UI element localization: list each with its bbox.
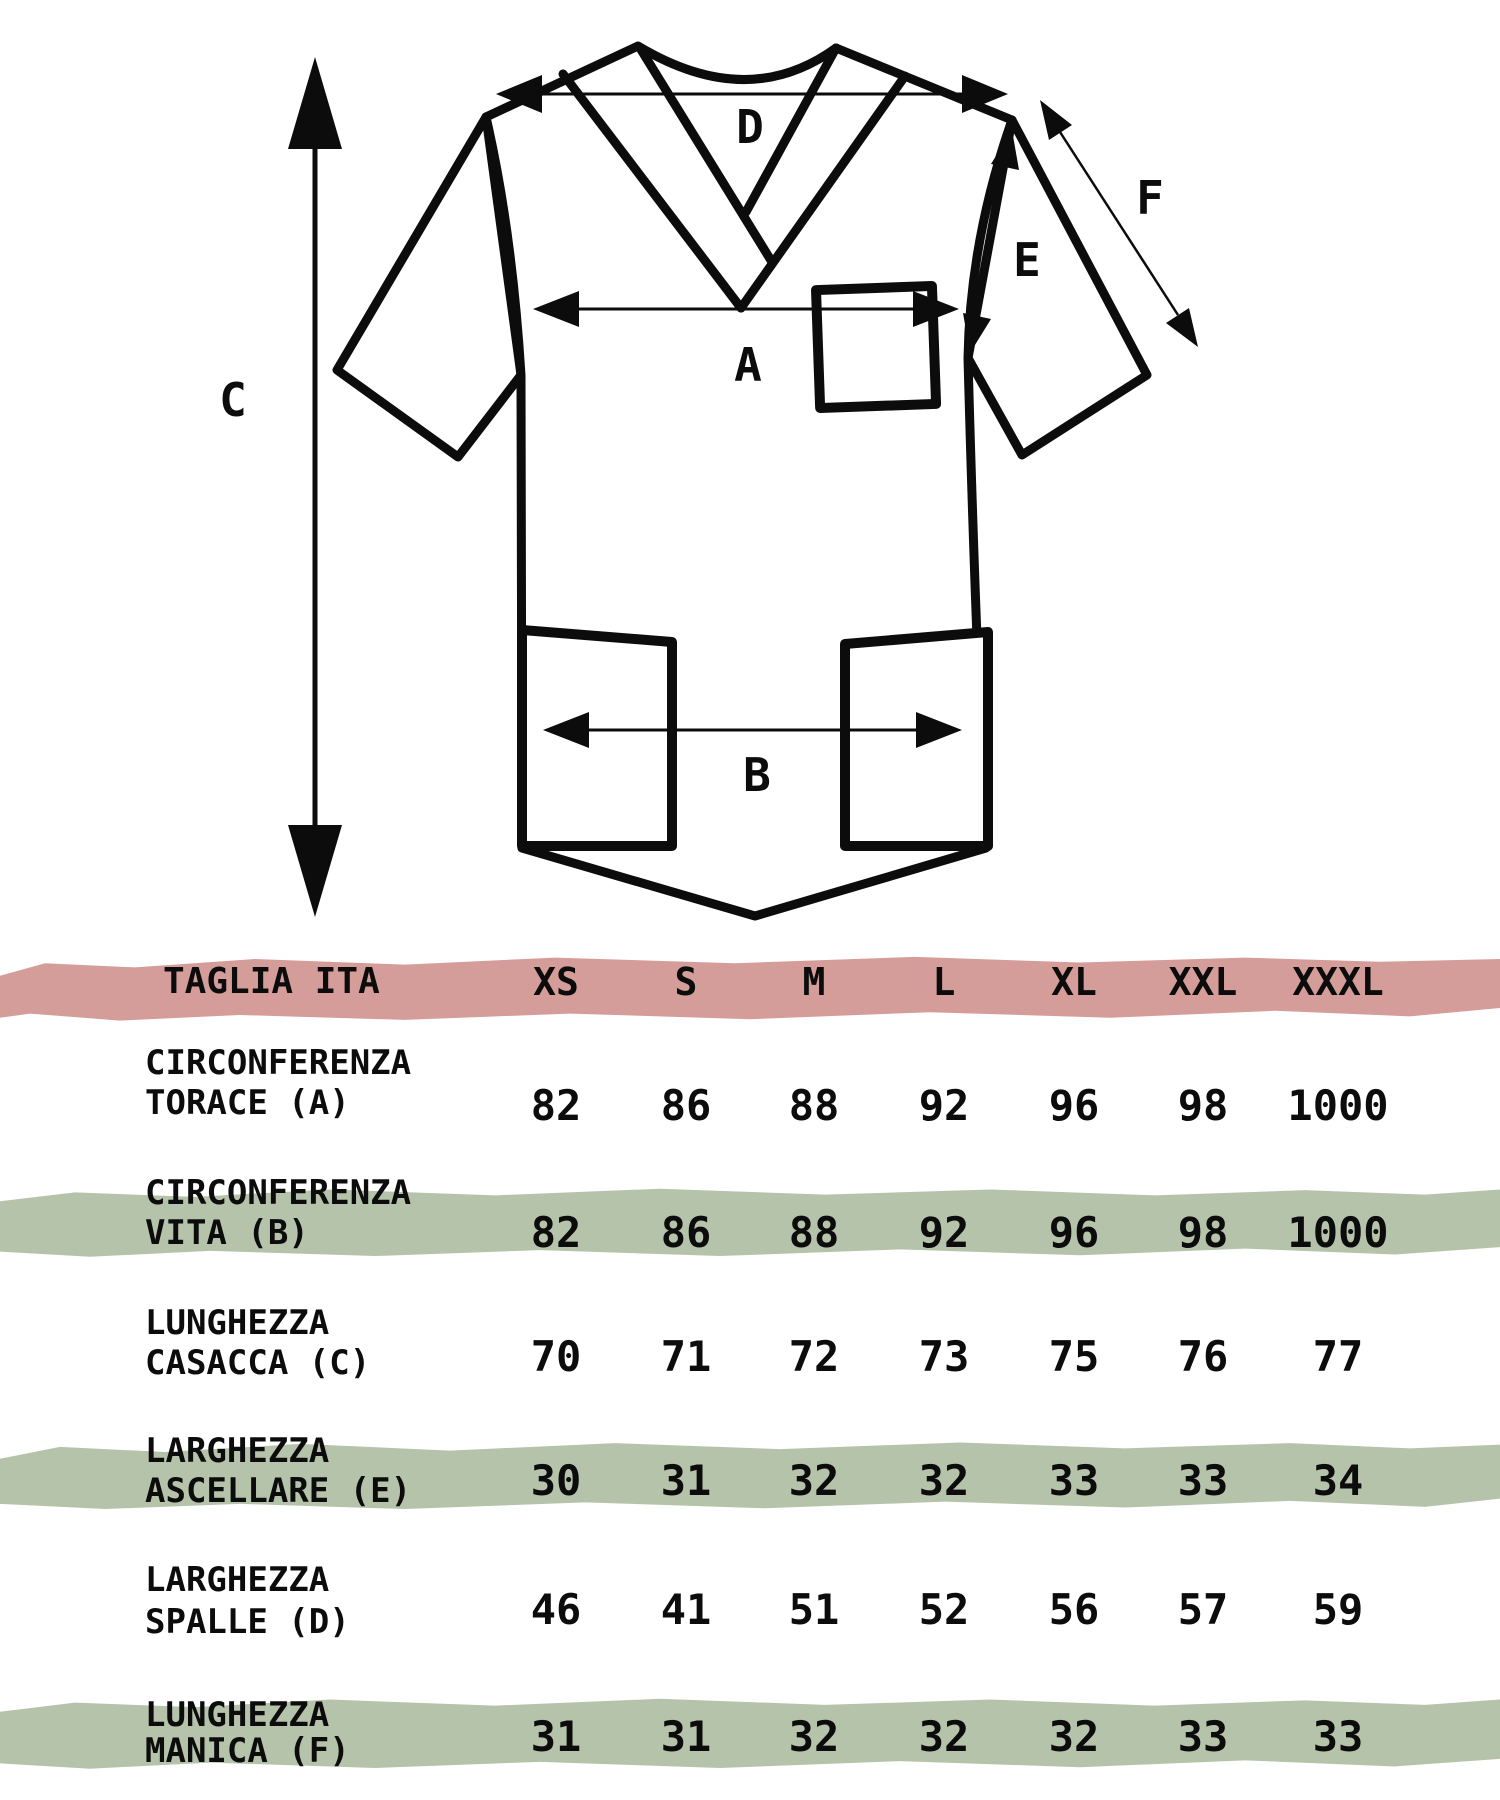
row-label-line1: LARGHEZZA <box>145 1431 330 1471</box>
row-label-line1: LUNGHEZZA <box>145 1303 330 1343</box>
cell-value: 72 <box>788 1332 840 1381</box>
cell-value: 86 <box>660 1081 712 1130</box>
cell-value: 98 <box>1177 1081 1229 1130</box>
row-label-line1: LUNGHEZZA <box>145 1695 330 1735</box>
row-label-line2: SPALLE (D) <box>145 1602 350 1642</box>
row-label-line2: VITA (B) <box>145 1213 309 1253</box>
bottom-pocket-left <box>522 630 672 846</box>
header-size: S <box>674 960 698 1004</box>
cell-value: 77 <box>1312 1332 1364 1381</box>
cell-value: 34 <box>1312 1456 1364 1505</box>
row-label-line1: CIRCONFERENZA <box>145 1173 412 1213</box>
cell-value: 31 <box>530 1712 582 1761</box>
cell-value: 82 <box>530 1208 582 1257</box>
cell-value: 82 <box>530 1081 582 1130</box>
cell-value: 98 <box>1177 1208 1229 1257</box>
cell-value: 32 <box>918 1712 970 1761</box>
row-label-line2: ASCELLARE (E) <box>145 1471 412 1511</box>
label-B: B <box>743 748 771 802</box>
label-E: E <box>1013 233 1041 287</box>
cell-value: 32 <box>788 1456 840 1505</box>
cell-value: 1000 <box>1287 1081 1389 1130</box>
row-label-line2: TORACE (A) <box>145 1083 350 1123</box>
cell-value: 33 <box>1177 1712 1229 1761</box>
cell-value: 1000 <box>1287 1208 1389 1257</box>
row-label-line1: CIRCONFERENZA <box>145 1043 412 1083</box>
cell-value: 96 <box>1048 1081 1100 1130</box>
label-A: A <box>734 338 762 392</box>
cell-value: 92 <box>918 1208 970 1257</box>
cell-value: 30 <box>530 1456 582 1505</box>
cell-value: 88 <box>788 1208 840 1257</box>
row-label-line2: MANICA (F) <box>145 1731 350 1771</box>
cell-value: 73 <box>918 1332 970 1381</box>
header-size: XXXL <box>1292 960 1384 1004</box>
cell-value: 56 <box>1048 1585 1100 1634</box>
arrow-length-C <box>288 57 342 917</box>
label-F: F <box>1136 171 1164 225</box>
cell-value: 59 <box>1312 1585 1364 1634</box>
header-size: XL <box>1051 960 1097 1004</box>
label-C: C <box>219 373 247 427</box>
cell-value: 41 <box>660 1585 712 1634</box>
cell-value: 33 <box>1048 1456 1100 1505</box>
cell-value: 86 <box>660 1208 712 1257</box>
cell-value: 71 <box>660 1332 712 1381</box>
cell-value: 33 <box>1312 1712 1364 1761</box>
cell-value: 31 <box>660 1712 712 1761</box>
header-size: XS <box>533 960 579 1004</box>
cell-value: 32 <box>918 1456 970 1505</box>
header-label: TAGLIA ITA <box>163 961 380 1002</box>
label-D: D <box>736 100 764 154</box>
cell-value: 32 <box>788 1712 840 1761</box>
cell-value: 96 <box>1048 1208 1100 1257</box>
cell-value: 92 <box>918 1081 970 1130</box>
cell-value: 31 <box>660 1456 712 1505</box>
cell-value: 75 <box>1048 1332 1100 1381</box>
cell-value: 57 <box>1177 1585 1229 1634</box>
cell-value: 32 <box>1048 1712 1100 1761</box>
cell-value: 52 <box>918 1585 970 1634</box>
cell-value: 51 <box>788 1585 840 1634</box>
cell-value: 70 <box>530 1332 582 1381</box>
row-label-line2: CASACCA (C) <box>145 1343 371 1383</box>
cell-value: 46 <box>530 1585 582 1634</box>
header-size: L <box>932 960 956 1004</box>
header-size: XXL <box>1168 960 1238 1004</box>
header-size: M <box>802 960 826 1004</box>
row-label-line1: LARGHEZZA <box>145 1560 330 1600</box>
cell-value: 33 <box>1177 1456 1229 1505</box>
cell-value: 88 <box>788 1081 840 1130</box>
cell-value: 76 <box>1177 1332 1229 1381</box>
